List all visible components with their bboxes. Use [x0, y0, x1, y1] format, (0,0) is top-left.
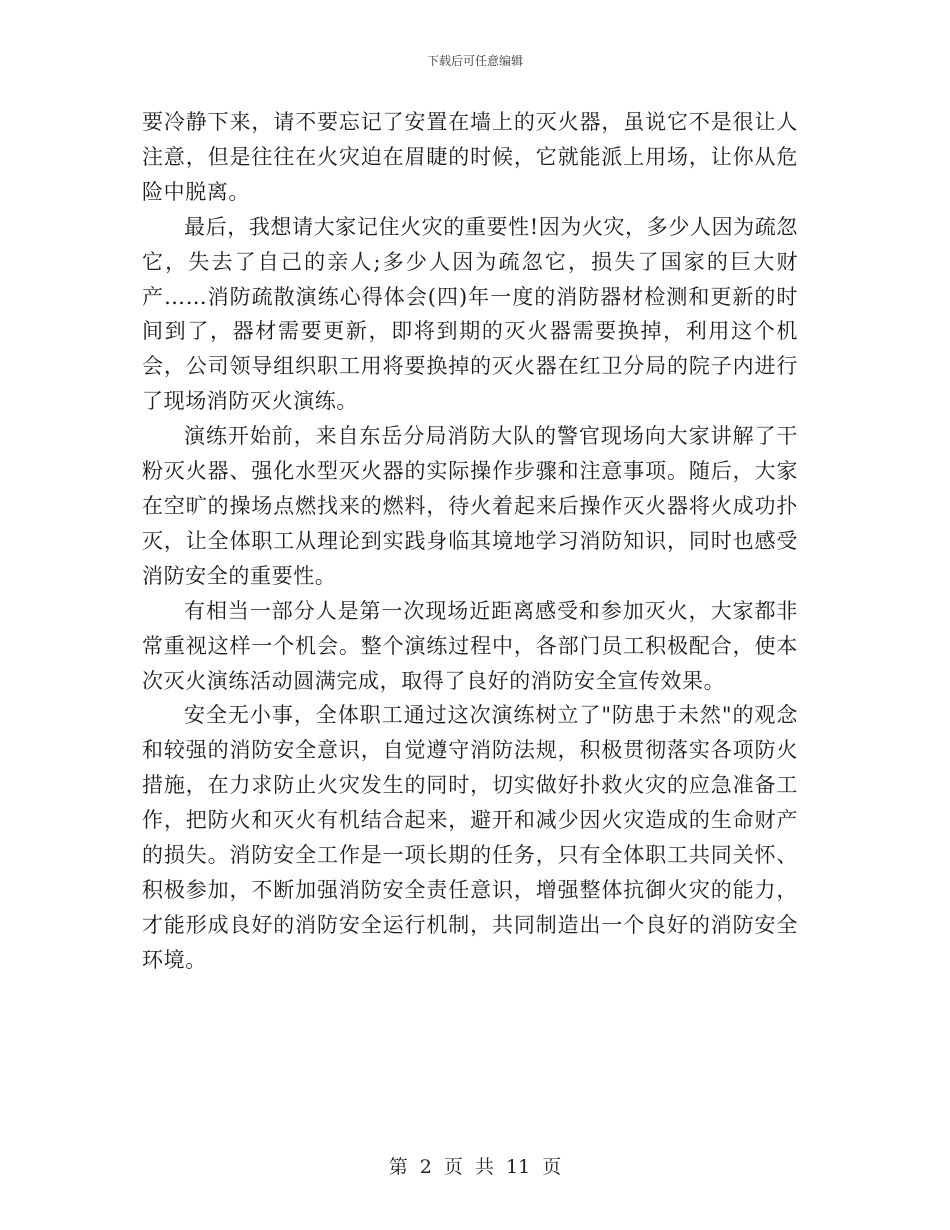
paragraph-2: 最后，我想请大家记住火灾的重要性!因为火灾，多少人因为疏忽它，失去了自己的亲人;多少人因为疏忽它，损失了国家的巨大财产……消防疏散演练心得体会(四)年一度的消防器材检测和更新的时间到了，器材需要更新，即将到期的灭火器需要换掉，利用这个机会，公司领导组织职工用将要换掉的灭火器在红卫分局的院子内进行了现场消防灭火演练。: [142, 214, 798, 414]
paragraph-4: 有相当一部分人是第一次现场近距离感受和参加灭火，大家都非常重视这样一个机会。整个演练过程中，各部门员工积极配合，使本次灭火演练活动圆满完成，取得了良好的消防安全宣传效果。: [142, 598, 798, 693]
document-body: [142, 105, 798, 978]
page-header-note: 下载后可任意编辑: [426, 54, 523, 68]
paragraph-3: 演练开始前，来自东岳分局消防大队的警官现场向大家讲解了干粉灭火器、强化水型灭火器的实际操作步骤和注意事项。随后，大家在空旷的操场点燃找来的燃料，待火着起来后操作灭火器将火成功扑灭，让全体职工从理论到实践身临其境地学习消防知识，同时也感受消防安全的重要性。: [142, 424, 798, 588]
paragraph-1: 要冷静下来，请不要忘记了安置在墙上的灭火器，虽说它不是很让人注意，但是往往在火灾迫在眉睫的时候，它就能派上用场，让你从危险中脱离。: [142, 110, 798, 204]
page-number: 第 2 页 共 11 页: [388, 1156, 562, 1178]
paragraph-5: 安全无小事，全体职工通过这次演练树立了"防患于未然"的观念和较强的消防安全意识，自觉遵守消防法规，积极贯彻落实各项防火措施，在力求防止火灾发生的同时，切实做好扑救火灾的应急准备工作，把防火和灭火有机结合起来，避开和减少因火灾造成的生命财产的损失。消防安全工作是一项长期的任务，只有全体职工共同关怀、积极参加，不断加强消防安全责任意识，增强整体抗御火灾的能力，才能形成良好的消防安全运行机制，共同制造出一个良好的消防安全环境。: [142, 703, 798, 972]
